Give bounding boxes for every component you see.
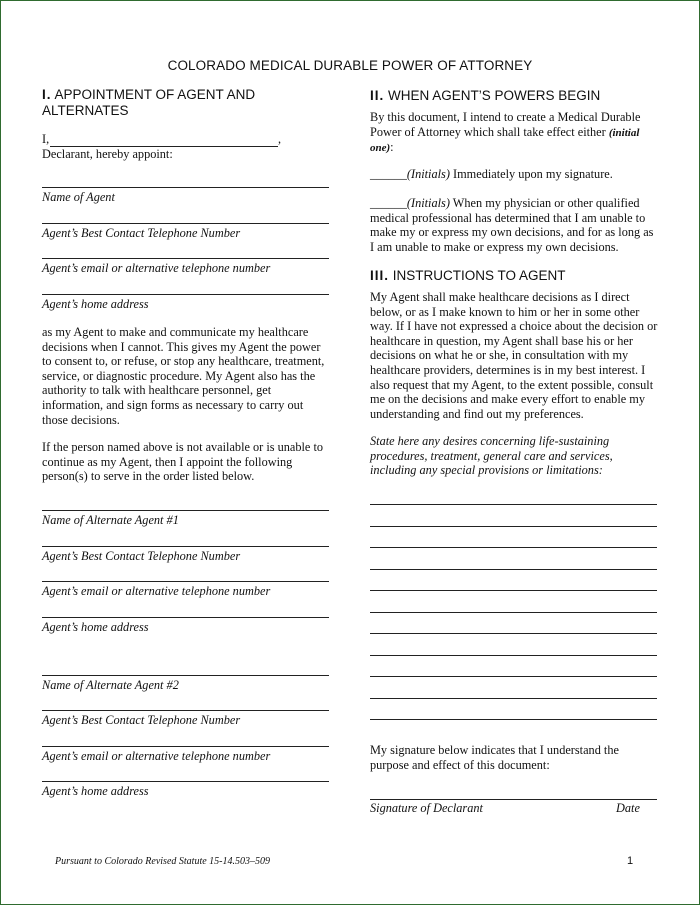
instruction-line-3[interactable] [370,547,657,548]
option2-initials-label: (Initials) [406,196,450,210]
signature-statement: My signature below indicates that I understand the purpose and effect of this document: [370,743,619,772]
agent-name-field[interactable] [42,187,329,188]
alt1-name-label: Name of Alternate Agent #1 [42,513,179,527]
agent-address-field[interactable] [42,294,329,295]
section-2-title: WHEN AGENT’S POWERS BEGIN [388,88,601,103]
agent-name-label: Name of Agent [42,190,115,204]
alt2-address-field[interactable] [42,781,329,782]
instruction-line-1[interactable] [370,504,657,505]
declarant-line [42,132,49,147]
declarant-appoint-text: Declarant, hereby appoint: [42,147,173,161]
section-3-heading [370,268,660,284]
agent-address-label: Agent’s home address [42,297,149,311]
section-2-intro [370,110,660,156]
alt1-email-label: Agent’s email or alternative telephone number [42,584,271,598]
option-incapacity [370,196,660,254]
instruction-line-2[interactable] [370,526,657,527]
section-2-intro-colon: : [390,140,394,155]
instruction-line-5[interactable] [370,590,657,591]
alt1-email-field[interactable] [42,581,329,582]
alt2-name-field[interactable] [42,675,329,676]
signature-field[interactable] [370,799,657,800]
alt2-name-label: Name of Alternate Agent #2 [42,678,179,692]
option1-text: Immediately upon my signature. [449,167,613,181]
instruction-line-6[interactable] [370,612,657,613]
agent-email-label: Agent’s email or alternative telephone number [42,261,271,275]
alt1-phone-label: Agent’s Best Contact Telephone Number [42,549,241,563]
alt1-phone-field[interactable] [42,546,329,547]
agent-email-field[interactable] [42,258,329,259]
agent-phone-label: Agent’s Best Contact Telephone Number [42,226,241,240]
section-3-number: III. [370,268,390,283]
date-label: Date [616,801,640,815]
alt2-phone-field[interactable] [42,710,329,711]
alt2-email-field[interactable] [42,746,329,747]
page-number: 1 [627,855,634,867]
initial-one-note: (initial one) [370,126,640,155]
instruction-line-7[interactable] [370,633,657,634]
section-1-title: APPOINTMENT OF AGENT AND ALTERNATES [42,87,256,118]
instruction-line-11[interactable] [370,719,657,720]
section-1-heading [42,87,330,119]
declarant-prefix: I, [42,132,50,146]
option2-initials-blank[interactable]: ______ [370,196,407,210]
section-2-heading [370,88,660,104]
option-immediately [370,167,660,182]
alt1-address-field[interactable] [42,617,329,618]
statute-footer: Pursuant to Colorado Revised Statute 15-14.503–509 [55,856,270,867]
instruction-line-10[interactable] [370,698,657,699]
section-1-number: I. [42,87,52,102]
agent-phone-field[interactable] [42,223,329,224]
instruction-line-4[interactable] [370,569,657,570]
declarant-comma: , [278,132,282,146]
alt2-email-label: Agent’s email or alternative telephone number [42,749,271,763]
desires-prompt: State here any desires concerning life-sustaining procedures, treatment, general care and services, including any special provisions or limitations: [370,434,613,478]
alt1-name-field[interactable] [42,510,329,511]
section-3-title: INSTRUCTIONS TO AGENT [392,268,566,283]
option2-text: When my physician or other qualified medical professional has determined that I am unable to make my or express my own decisions, and for as long as I am unable to make or express my own decisions. [370,196,654,254]
instructions-paragraph: My Agent shall make healthcare decisions as I direct below, or as I make known to him or her in some other way. If I have not expressed a choice about the decision or healthcare in question, my Agent shall base his or her decisions on what he or she, in consultation with my healthcare providers, determines is in my best interest. I also request that my Agent, to the extent possible, consult me on the decisions and make every effort to enable my understanding and find out my preferences. [370,290,658,421]
instruction-line-8[interactable] [370,655,657,656]
document-title: COLORADO MEDICAL DURABLE POWER OF ATTORNEY [167,58,533,73]
agent-powers-paragraph: as my Agent to make and communicate my healthcare decisions when I cannot. This gives my Agent the power to consent to, or refuse, or stop any healthcare, treatment, service, or diagnostic procedure. My Agent also has the authority to talk with healthcare personnel, get information, and sign forms as necessary to carry out those decisions. [42,325,325,427]
instruction-line-9[interactable] [370,676,657,677]
option1-initials-blank[interactable]: ______ [370,167,407,181]
alt1-address-label: Agent’s home address [42,620,149,634]
alternate-paragraph: If the person named above is not available or is unable to continue as my Agent, then I appoint the following person(s) to serve in the order listed below. [42,440,324,484]
alt2-phone-label: Agent’s Best Contact Telephone Number [42,713,241,727]
alt2-address-label: Agent’s home address [42,784,149,798]
section-2-number: II. [370,88,385,103]
section-2-intro-text: By this document, I intend to create a Medical Durable Power of Attorney which shall take effect either [370,110,641,139]
option1-initials-label: (Initials) [406,167,450,181]
signature-label: Signature of Declarant [370,801,483,815]
